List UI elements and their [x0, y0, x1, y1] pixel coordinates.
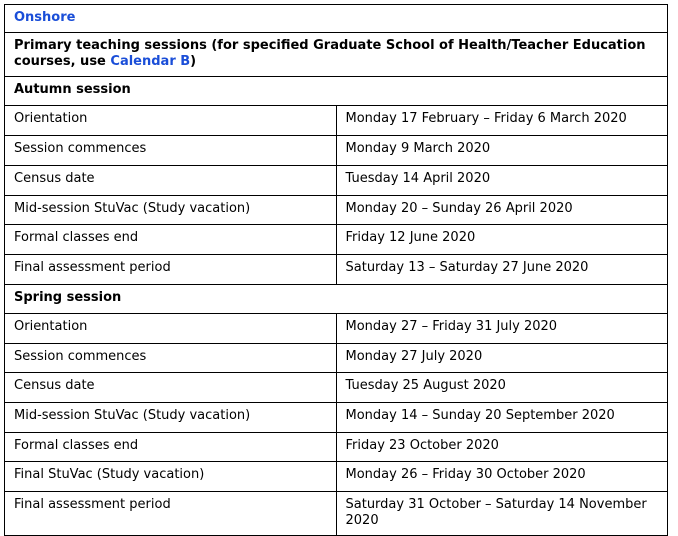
table-row: [5, 492, 668, 536]
row-value: Tuesday 25 August 2020: [336, 373, 668, 403]
row-value: Friday 12 June 2020: [336, 225, 668, 255]
primary-sessions-heading: [5, 33, 668, 77]
table-row: [5, 136, 668, 166]
table-row: [5, 314, 668, 344]
autumn-session-heading: Autumn session: [5, 77, 668, 106]
row-value: Monday 27 July 2020: [336, 344, 668, 373]
row-value: Monday 27 – Friday 31 July 2020: [336, 314, 668, 344]
table-row: [5, 255, 668, 285]
row-label: Final assessment period: [5, 255, 337, 285]
table-row: [5, 462, 668, 492]
row-value: Saturday 31 October – Saturday 14 November 2020: [336, 492, 668, 536]
table-row: [5, 403, 668, 433]
row-value: Monday 9 March 2020: [336, 136, 668, 166]
primary-row: [5, 33, 668, 77]
row-label: Orientation: [5, 106, 337, 136]
row-value: Monday 20 – Sunday 26 April 2020: [336, 196, 668, 225]
spring-row: [5, 285, 668, 314]
row-label: Mid-session StuVac (Study vacation): [5, 403, 337, 433]
calendar-b-link[interactable]: Calendar B: [110, 54, 191, 69]
row-label: Formal classes end: [5, 225, 337, 255]
row-value: Monday 14 – Sunday 20 September 2020: [336, 403, 668, 433]
row-label: Orientation: [5, 314, 337, 344]
row-label: Mid-session StuVac (Study vacation): [5, 196, 337, 225]
row-label: Census date: [5, 373, 337, 403]
table-row: [5, 106, 668, 136]
table-row: [5, 373, 668, 403]
row-label: Census date: [5, 166, 337, 196]
autumn-row: [5, 77, 668, 106]
row-value: Tuesday 14 April 2020: [336, 166, 668, 196]
primary-sessions-text: Primary teaching sessions (for specified Graduate School of Health/Teacher Education courses, use: [14, 38, 646, 69]
onshore-heading: Onshore: [5, 5, 668, 33]
row-value: Monday 17 February – Friday 6 March 2020: [336, 106, 668, 136]
table-row: [5, 344, 668, 373]
row-label: Final assessment period: [5, 492, 337, 536]
row-value: Saturday 13 – Saturday 27 June 2020: [336, 255, 668, 285]
table-row: [5, 225, 668, 255]
spring-session-heading: Spring session: [5, 285, 668, 314]
session-calendar-table: [4, 4, 668, 536]
onshore-row: [5, 5, 668, 33]
row-label: Final StuVac (Study vacation): [5, 462, 337, 492]
row-label: Session commences: [5, 136, 337, 166]
row-label: Formal classes end: [5, 433, 337, 462]
row-value: Friday 23 October 2020: [336, 433, 668, 462]
row-value: Monday 26 – Friday 30 October 2020: [336, 462, 668, 492]
table-row: [5, 433, 668, 462]
table-row: [5, 196, 668, 225]
primary-sessions-end: ): [190, 54, 197, 69]
table-row: [5, 166, 668, 196]
row-label: Session commences: [5, 344, 337, 373]
